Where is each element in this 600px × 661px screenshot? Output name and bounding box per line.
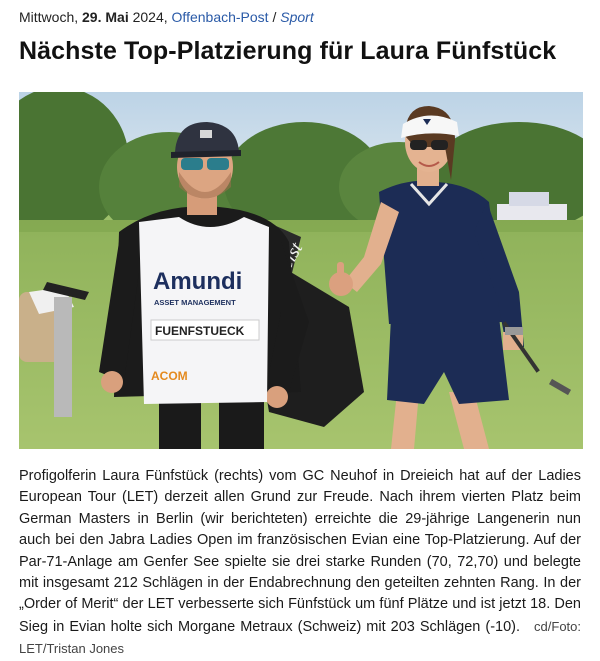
article-meta — [19, 9, 314, 25]
bib-name: FUENFSTUECK — [155, 324, 245, 338]
publication-date: 29. Mai — [82, 9, 129, 25]
article-text: Profigolferin Laura Fünfstück (rechts) vom GC Neuhof in Dreieich hat auf der Ladies European Tour (LET) derzeit allen Grund zur Freude. Nach ihrem vierten Platz beim German Masters in Berlin (wir berichteten) erreichte die 29-jährige Langenerin nun auch bei den Jabra Ladies Open im französischen Evian eine Top-Platzierung. Auf der Par-71-Anlage am Genfer See spielte sie drei starke Runden (70, 72,70) und belegte mit insgesamt 212 Schlägen in der Endabrechnung den geteilten zehnten Rang. In der „Order of Merit“ der LET verbesserte sich Fünfstück um fünf Plätze und ist jetzt 18. Den Sieg in Evian holte sich Morgane Metraux (Schweiz) mit 203 Schlägen (-10). — [19, 468, 581, 635]
headline: Nächste Top-Platzierung für Laura Fünfstück — [19, 37, 557, 65]
photo-illustration — [19, 92, 583, 449]
weekday: Mittwoch, — [19, 9, 79, 25]
article-photo — [19, 92, 583, 449]
meta-separator: / — [272, 9, 277, 25]
photo-credit: cd/Foto: LET/Tristan Jones — [19, 618, 581, 657]
section-link[interactable]: Sport — [280, 9, 314, 25]
publication-link[interactable]: Offenbach-Post — [171, 9, 269, 25]
bib-subline: ASSET MANAGEMENT — [154, 298, 236, 307]
bib-sponsor: ACOM — [151, 369, 188, 383]
article-body — [19, 466, 581, 661]
bib-brand: Amundi — [153, 268, 243, 295]
publication-year: 2024, — [132, 9, 168, 25]
